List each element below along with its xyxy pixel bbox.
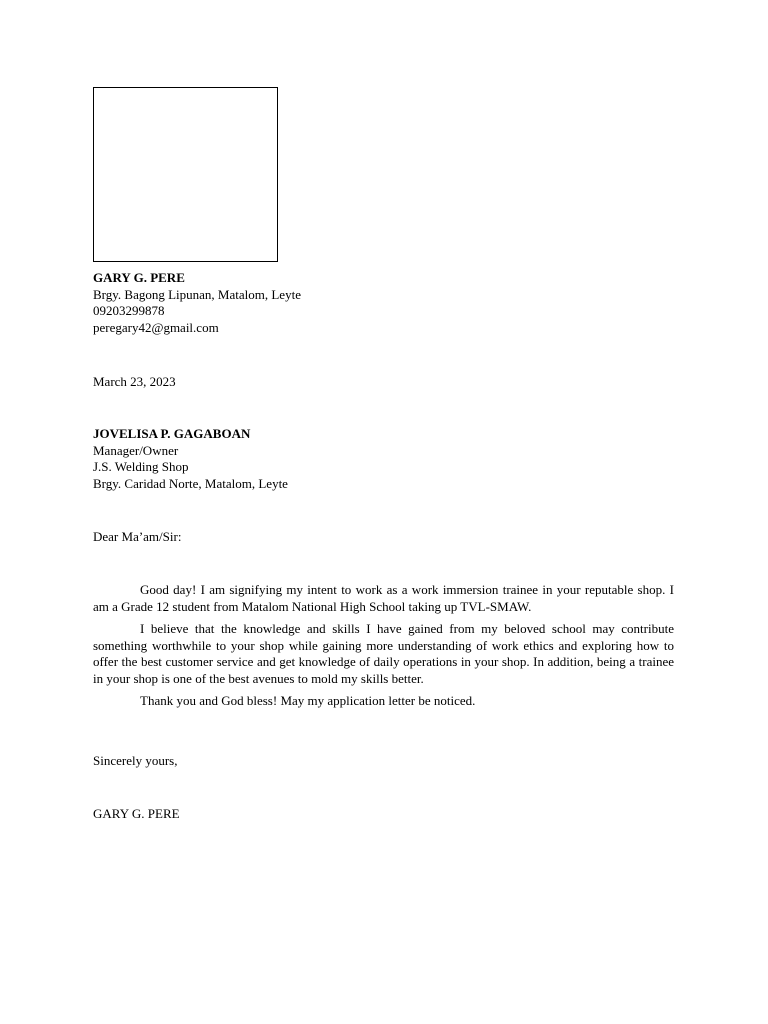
signature-name: GARY G. PERE (93, 806, 180, 821)
recipient-title: Manager/Owner (93, 442, 179, 458)
salutation (93, 529, 683, 546)
photo-placeholder (93, 87, 278, 262)
closing (93, 753, 683, 770)
recipient-address: Brgy. Caridad Norte, Matalom, Leyte (93, 475, 288, 491)
salutation-text: Dear Ma’am/Sir: (93, 529, 182, 544)
recipient-name: JOVELISA P. GAGABOAN (93, 426, 251, 441)
body-paragraph-2: I believe that the knowledge and skills I have gained from my beloved school may contribute something worthwhile to your shop while gaining more understanding of work ethics and exploring how to offer the best customer service and get knowledge of daily operations in your shop. In addition, being a trainee in your shop is one of the best avenues to mold my skills better. (93, 621, 674, 686)
sender-phone: 09203299878 (93, 303, 165, 318)
date-text: March 23, 2023 (93, 374, 176, 389)
recipient-block (93, 426, 683, 492)
sender-block (93, 270, 683, 336)
body-paragraph-1: Good day! I am signifying my intent to work as a work immersion trainee in your reputable shop. I am a Grade 12 student from Matalom National High School taking up TVL-SMAW. (93, 582, 674, 614)
letter-body (93, 582, 674, 716)
sender-address: Brgy. Bagong Lipunan, Matalom, Leyte (93, 286, 301, 302)
sender-email: peregary42@gmail.com (93, 319, 219, 335)
letter-date (93, 374, 683, 391)
body-paragraph-3: Thank you and God bless! May my application letter be noticed. (140, 693, 476, 708)
closing-text: Sincerely yours, (93, 753, 178, 768)
sender-name: GARY G. PERE (93, 270, 185, 285)
signature (93, 806, 683, 823)
recipient-company: J.S. Welding Shop (93, 459, 189, 474)
